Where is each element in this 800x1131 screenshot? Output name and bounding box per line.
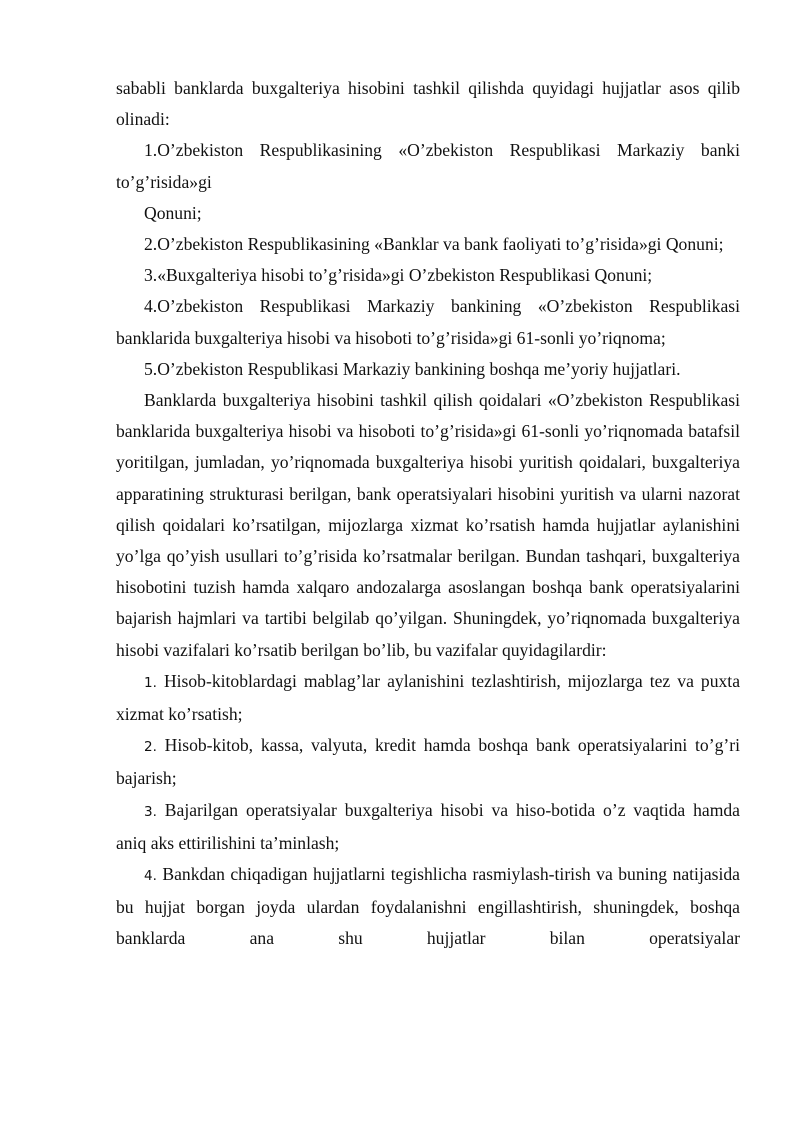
task-number: 4. (144, 868, 157, 885)
legal-basis-item-5: 5.O’zbekiston Respublikasi Markaziy bankining boshqa me’yoriy hujjatlari. (144, 358, 681, 379)
task-number: 1. (144, 674, 157, 691)
legal-basis-item-2: 2.O’zbekiston Respublikasining «Banklar va bank faoliyati to’g’risida»gi Qonuni; (144, 234, 724, 255)
continuation-paragraph: sababli banklarda buxgalteriya hisobini tashkil qilishda quyidagi hujjatlar asos qilib olinadi: (116, 78, 740, 130)
task-number: 3. (144, 803, 157, 820)
task-item-2 (116, 730, 740, 794)
legal-basis-item-1: 1.O’zbekiston Respublikasining «O’zbekiston Respublikasi Markaziy banki to’g’risida»gi (116, 140, 740, 192)
task-text: Hisob-kitoblardagi mablag’lar aylanishini tezlashtirish, mijozlarga tez va puxta xizmat ko’rsatish; (116, 670, 741, 725)
legal-basis-item-4: 4.O’zbekiston Respublikasi Markaziy bankining «O’zbekiston Respublikasi banklarida buxgalteriya hisobi va hisoboti to’g’risida»gi 61-sonli yo’riqnoma; (116, 296, 740, 348)
task-number: 2. (144, 739, 157, 756)
document-body (116, 73, 740, 955)
task-item-4 (116, 859, 740, 955)
accounting-rules-paragraph: Banklarda buxgalteriya hisobini tashkil qilish qoidalari «O’zbekiston Respublikasi banklarida buxgalteriya hisobi va hisoboti to’g’risida»gi 61-sonli yo’riqnomada batafsil yoritilgan, jumladan, yo’riqnomada buxgalteriya hisobi yuritish qoidalari, buxgalteriya apparatining strukturasi berilgan, bank operatsiyalari hisobini yuritish va ularni nazorat qilish qoidalari ko’rsatilgan, mijozlarga xizmat ko’rsatish hamda hujjatlar aylanishini yo’lga qo’yish usullari to’g’risida ko’rsatmalar berilgan. Bundan tashqari, buxgalteriya hisobotini tuzish hamda xalqaro andozalarga asoslangan boshqa bank operatsiyalarini bajarish hajmlari va tartibi belgilab qo’yilgan. Shuningdek, yo’riqnomada buxgalteriya hisobi vazifalari ko’rsatib berilgan bo’lib, bu vazifalar quyidagilardir: (116, 390, 740, 660)
legal-basis-item-3: 3.«Buxgalteriya hisobi to’g’risida»gi O’zbekiston Respublikasi Qonuni; (144, 265, 653, 286)
task-text: Bajarilgan operatsiyalar buxgalteriya hisobi va hiso-botida o’z vaqtida hamda aniq aks ettirilishini ta’minlash; (116, 799, 740, 853)
task-item-1 (116, 666, 740, 730)
legal-basis-item-1-continuation: Qonuni; (144, 202, 202, 223)
task-text: Bankdan chiqadigan hujjatlarni tegishlicha rasmiylash-tirish va buning natijasida bu hujjat borgan joyda ulardan foydalanishni engillashtirish, shuningdek, boshqa banklarda ana shu hujjatlar bilan operatsiyalar (116, 864, 740, 949)
task-item-3 (116, 795, 740, 859)
task-text: Hisob-kitob, kassa, valyuta, kredit hamda boshqa bank operatsiyalarini to’g’ri bajarish; (116, 735, 740, 789)
